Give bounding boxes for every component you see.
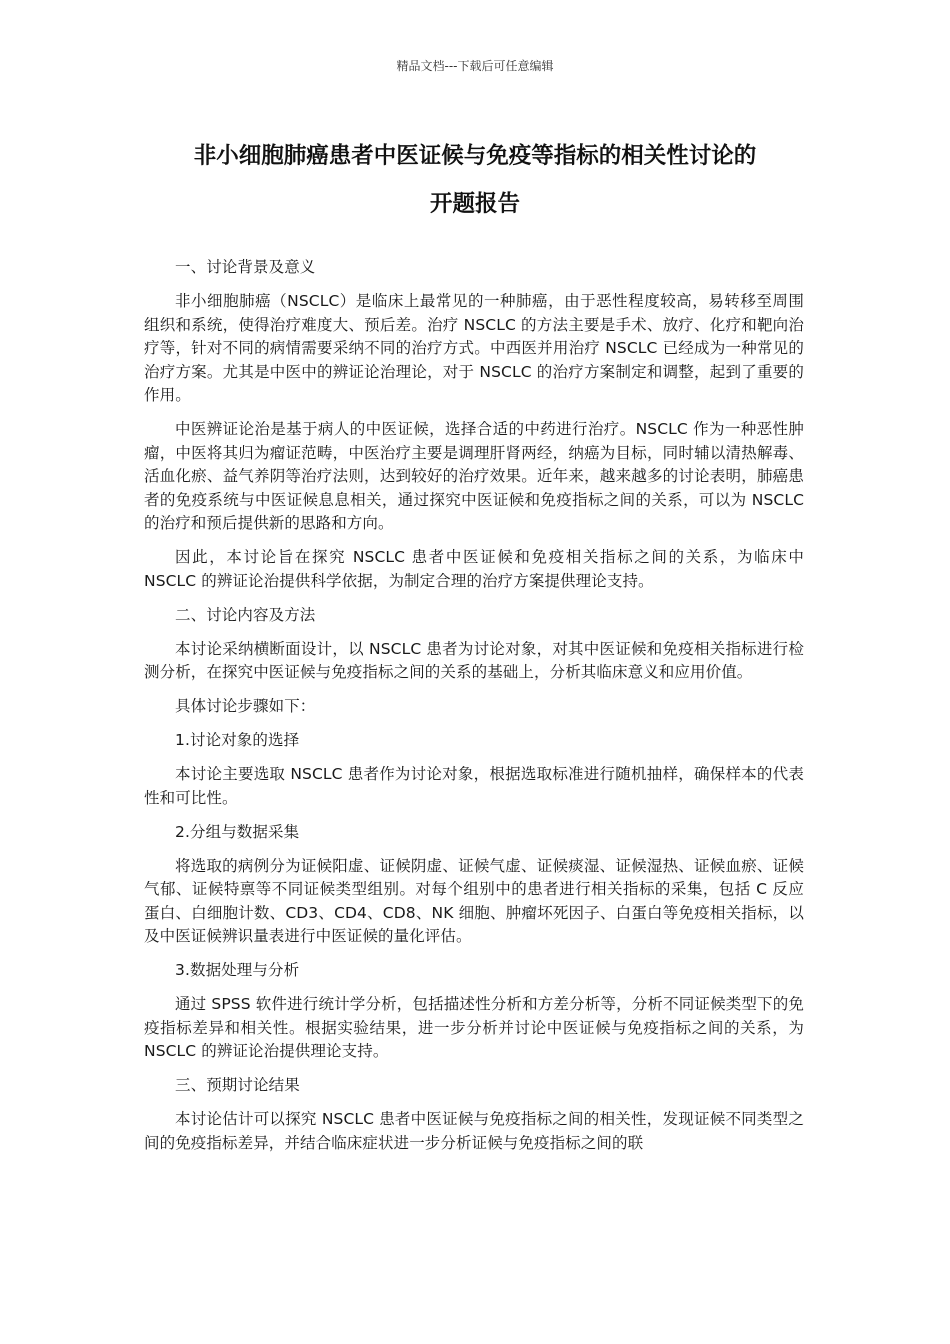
paragraph: 将选取的病例分为证候阳虚、证候阴虚、证候气虚、证候痰湿、证候湿热、证候血瘀、证候气郁、证候特禀等不同证候类型组别。对每个组别中的患者进行相关指标的采集，包括 C 反应蛋白、白细胞计数、CD3、CD4、CD8、NK 细胞、肿瘤坏死因子、白蛋白等免疫相关指标，以及中医证候辨识量表进行中医证候的量化评估。 [144,856,804,945]
page-header: 精品文档---下载后可任意编辑 [396,59,554,73]
paragraph: 因此，本讨论旨在探究 NSCLC 患者中医证候和免疫相关指标之间的关系，为临床中 NSCLC 的辨证论治提供科学依据，为制定合理的治疗方案提供理论支持。 [144,548,804,590]
title-line-1: 非小细胞肺癌患者中医证候与免疫等指标的相关性讨论的 [193,143,757,169]
title-line-2: 开题报告 [429,191,520,217]
paragraph: 本讨论估计可以探究 NSCLC 患者中医证候与免疫指标之间的相关性，发现证候不同类型之间的免疫指标差异，并结合临床症状进一步分析证候与免疫指标之间的联 [144,1110,804,1152]
paragraph: 通过 SPSS 软件进行统计学分析，包括描述性分析和方差分析等，分析不同证候类型下的免疫指标差异和相关性。根据实验结果，进一步分析并讨论中医证候与免疫指标之间的关系，为 NSCLC 的辨证论治提供理论支持。 [144,995,804,1060]
paragraph: 本讨论采纳横断面设计，以 NSCLC 患者为讨论对象，对其中医证候和免疫相关指标进行检测分析，在探究中医证候与免疫指标之间的关系的基础上，分析其临床意义和应用价值。 [144,639,804,681]
subsection-heading-2: 2.分组与数据采集 [175,822,300,841]
document-title [140,132,810,228]
document-body [144,256,804,1166]
subsection-heading-3: 3.数据处理与分析 [175,961,300,979]
paragraph: 非小细胞肺癌（NSCLC）是临床上最常见的一种肺癌，由于恶性程度较高，易转移至周围组织和系统，使得治疗难度大、预后差。治疗 NSCLC 的方法主要是手术、放疗、化疗和靶向治疗等，针对不同的病情需要采纳不同的治疗方式。中西医并用治疗 NSCLC 已经成为一种常见的治疗方案。尤其是中医中的辨证论治理论，对于 NSCLC 的治疗方案制定和调整，起到了重要的作用。 [144,292,804,404]
subsection-heading-1: 1.讨论对象的选择 [175,731,300,749]
section-heading-1: 一、讨论背景及意义 [175,258,316,276]
section-heading-3: 三、预期讨论结果 [175,1076,300,1094]
paragraph: 本讨论主要选取 NSCLC 患者作为讨论对象，根据选取标准进行随机抽样，确保样本的代表性和可比性。 [144,765,804,807]
paragraph: 中医辨证论治是基于病人的中医证候，选择合适的中药进行治疗。NSCLC 作为一种恶性肿瘤，中医将其归为瘤证范畴，中医治疗主要是调理肝肾两经，纳癌为目标，同时辅以清热解毒、活血化瘀、益气养阴等治疗法则，达到较好的治疗效果。近年来，越来越多的讨论表明，肺癌患者的免疫系统与中医证候息息相关，通过探究中医证候和免疫指标之间的关系，可以为 NSCLC 的治疗和预后提供新的思路和方向。 [144,420,804,532]
section-heading-2: 二、讨论内容及方法 [175,605,316,624]
paragraph: 具体讨论步骤如下： [175,697,316,715]
